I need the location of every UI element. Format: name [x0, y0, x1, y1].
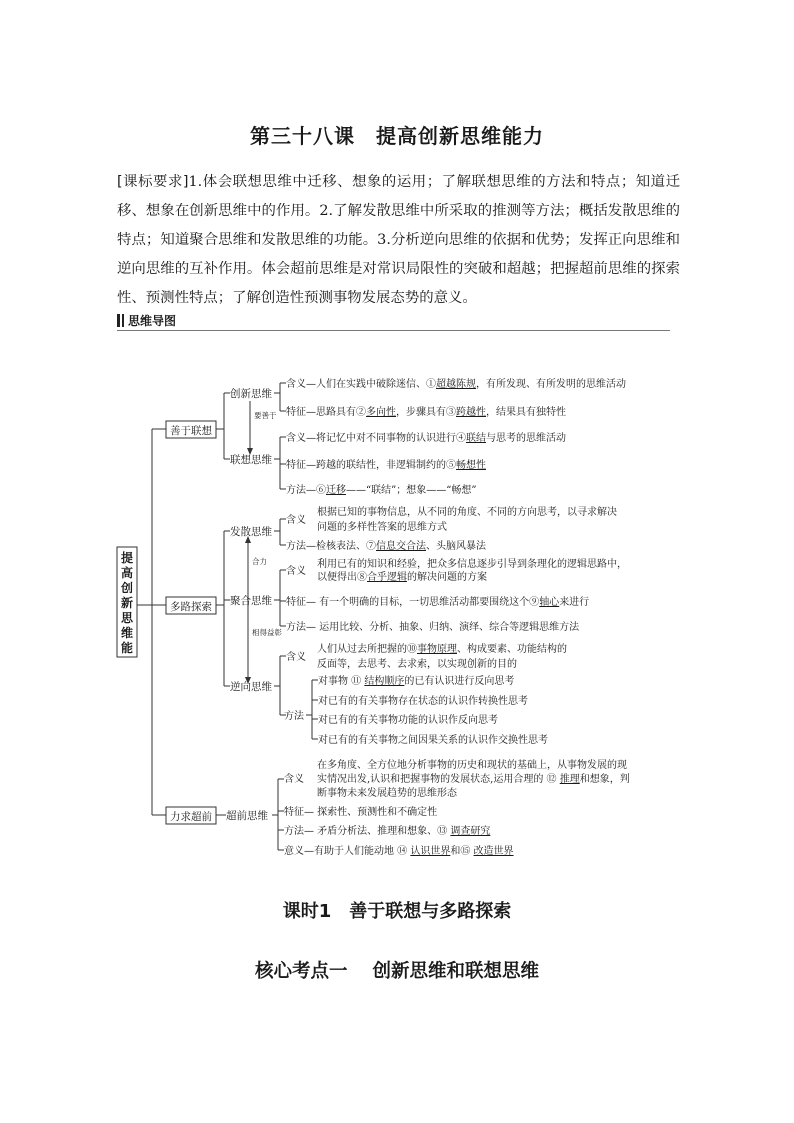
- root-char: 能: [120, 641, 134, 655]
- reverse-meaning-line1: 人们从过去所把握的⑩事物原理、构成要素、功能结构的: [317, 644, 567, 655]
- convergent-meaning-line1: 利用已有的知识和经验，把众多信息逐步引导到条理化的逻辑思路中，: [317, 559, 627, 570]
- reverse-method-4: 对已有的有关事物之间因果关系的认识作交换性思考: [318, 735, 548, 746]
- node-innovate: 创新思维: [230, 388, 272, 400]
- node-divergent: 发散思维: [230, 526, 272, 538]
- convergent-meaning-label: 含义: [286, 566, 306, 577]
- forward-meaning2: 意义—有助于人们能动地 ⑭ 认识世界和⑮ 改造世界: [284, 846, 514, 857]
- forward-feature: 特征— 探索性、预测性和不确定性: [284, 807, 438, 818]
- forward-method: 方法— 矛盾分析法、推理和想象、⑬ 调查研究: [284, 826, 491, 837]
- convergent-meaning-line2: 以便得出⑧合乎逻辑的解决问题的方案: [317, 572, 487, 583]
- branch-explore: 多路探索: [170, 601, 212, 613]
- forward-meaning-label: 含义: [284, 774, 304, 785]
- reverse-method-3: 对已有的有关事物功能的认识作反向思考: [318, 715, 498, 726]
- divergent-meaning-line2: 问题的多样性答案的思维方式: [317, 522, 447, 533]
- reverse-method-label: 方法: [284, 711, 304, 722]
- node-forward: 超前思维: [226, 810, 268, 822]
- core-point-heading: 核心考点一 创新思维和联想思维: [255, 961, 539, 982]
- innovate-feature: 特征—思路具有②多向性，步骤具有③跨越性，结果具有独特性: [286, 407, 566, 418]
- page-title: 第三十八课 提高创新思维能力: [250, 124, 544, 148]
- reverse-meaning-label: 含义: [286, 652, 306, 663]
- divergent-meaning-line1: 根据已知的事物信息，从不同的角度、不同的方向思考，以寻求解决: [317, 507, 617, 518]
- connector-yao: 要善于: [254, 411, 277, 420]
- forward-meaning-line2: 实情况出发,认识和把握事物的发展状态,运用合理的 ⑫ 推理和想象，判: [317, 774, 630, 785]
- node-associate: 联想思维: [230, 454, 272, 466]
- forward-meaning-line3: 断事物未来发展趋势的思维形态: [317, 788, 457, 799]
- root-char: 新: [120, 596, 134, 610]
- reverse-meaning-line2: 反面等，去思考、去求索，以实现创新的目的: [317, 659, 517, 670]
- reverse-method-2: 对已有的有关事物存在状态的认识作转换性思考: [318, 696, 528, 707]
- connector-heli: 合力: [252, 557, 267, 566]
- requirement-tag: [课标要求]: [117, 174, 189, 190]
- root-char: 维: [120, 626, 134, 640]
- root-vertical-text: [120, 550, 134, 655]
- section-label: 思维导图: [128, 314, 177, 328]
- associate-feature: 特征—跨越的联结性，非逻辑制约的⑤畅想性: [286, 460, 486, 471]
- root-char: 提: [120, 551, 134, 565]
- branch-associate: 善于联想: [170, 425, 212, 437]
- root-char: 高: [120, 566, 134, 580]
- divergent-method: 方法—检核表法、⑦信息交合法、头脑风暴法: [286, 541, 486, 552]
- root-char: 思: [120, 611, 134, 625]
- lesson-heading: 课时1 善于联想与多路探索: [282, 901, 512, 922]
- convergent-method: 方法— 运用比较、分析、抽象、归纳、演绎、综合等逻辑思维方法: [286, 622, 580, 633]
- convergent-feature: 特征— 有一个明确的目标，一切思维活动都要围绕这个⑨轴心来进行: [286, 597, 590, 608]
- innovate-meaning: 含义—人们在实践中破除迷信、①超越陈规，有所发现、有所发明的思维活动: [286, 379, 626, 390]
- branch-forward: 力求超前: [170, 811, 212, 823]
- associate-meaning: 含义—将记忆中对不同事物的认识进行④联结与思考的思维活动: [286, 433, 566, 444]
- node-convergent: 聚合思维: [230, 595, 272, 607]
- divergent-meaning-label: 含义: [286, 515, 306, 526]
- node-reverse: 逆向思维: [230, 681, 272, 693]
- reverse-method-1: 对事物 ⑪ 结构顺序的已有认识进行反向思考: [318, 676, 515, 687]
- requirement-text: 1.体会联想思维中迁移、想象的运用；了解联想思维的方法和特点；知道迁移、想象在创新思维中的作用。2.了解发散思维中所采取的推测等方法；概括发散思维的特点；知道聚合思维和发散思维的功能。3.分析逆向思维的依据和优势；发挥正向思维和逆向思维的互补作用。体会超前思维是对常识局限性的突破和超越；把握超前思维的探索性、预测性特点；了解创造性预测事物发展态势的意义。: [117, 174, 681, 306]
- connector-xiangde: 相得益彰: [252, 628, 282, 637]
- forward-meaning-line1: 在多角度、全方位地分析事物的历史和现状的基础上，从事物发展的现: [317, 760, 627, 771]
- root-char: 创: [120, 581, 134, 595]
- associate-method: 方法—⑥迁移——“联结”；想象——“畅想”: [286, 485, 477, 496]
